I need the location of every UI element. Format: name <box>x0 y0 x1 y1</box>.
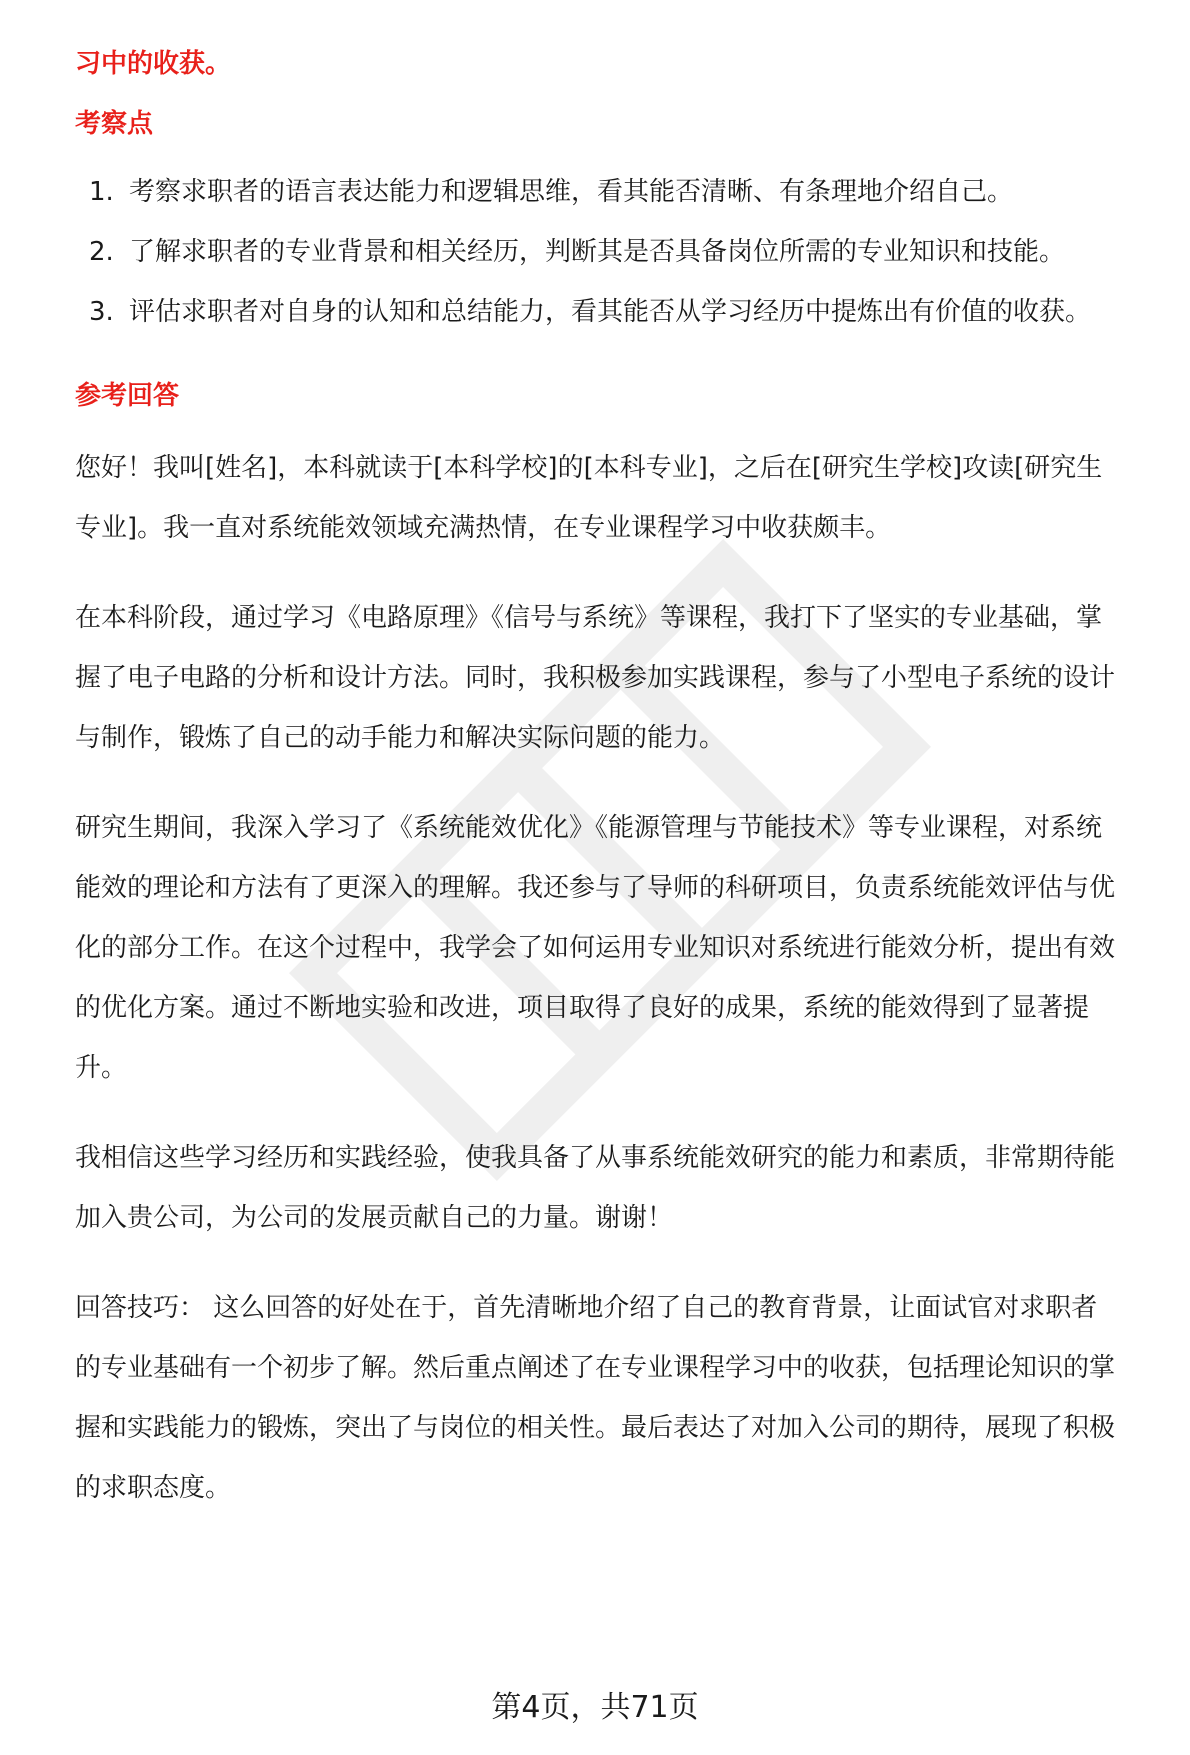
section-title-answer: 参考回答 <box>75 381 180 411</box>
answer-paragraph: 在本科阶段，通过学习《电路原理》《信号与系统》等课程，我打下了坚实的专业基础，掌握了电子电路的分析和设计方法。同时，我积极参加实践课程，参与了小型电子系统的设计与制作，锻炼了自己的动手能力和解决实际问题的能力。 <box>75 603 1116 753</box>
points-list <box>75 162 1115 342</box>
answer-tips-paragraph: 回答技巧： 这么回答的好处在于，首先清晰地介绍了自己的教育背景，让面试官对求职者的专业基础有一个初步了解。然后重点阐述了在专业课程学习中的收获，包括理论知识的掌握和实践能力的锻炼，突出了与岗位的相关性。最后表达了对加入公司的期待，展现了积极的求职态度。 <box>75 1293 1116 1503</box>
content-area <box>75 44 1115 1518</box>
list-item-text: 考察求职者的语言表达能力和逻辑思维，看其能否清晰、有条理地介绍自己。 <box>129 177 1014 207</box>
answer-paragraph: 研究生期间，我深入学习了《系统能效优化》《能源管理与节能技术》等专业课程，对系统能效的理论和方法有了更深入的理解。我还参与了导师的科研项目，负责系统能效评估与优化的部分工作。在这个过程中，我学会了如何运用专业知识对系统进行能效分析，提出有效的优化方案。通过不断地实验和改进，项目取得了良好的成果，系统的能效得到了显著提升。 <box>75 813 1116 1083</box>
list-item-number: 2. <box>89 237 114 267</box>
intro-fragment: 习中的收获。 <box>75 49 232 79</box>
list-item-number: 1. <box>89 177 114 207</box>
list-item-number: 3. <box>89 297 114 327</box>
section-title-points: 考察点 <box>75 109 154 139</box>
answer-paragraph: 您好！我叫[姓名]，本科就读于[本科学校]的[本科专业]，之后在[研究生学校]攻读[研究生专业]。我一直对系统能效领域充满热情，在专业课程学习中收获颇丰。 <box>75 453 1103 543</box>
list-item-text: 了解求职者的专业背景和相关经历，判断其是否具备岗位所需的专业知识和技能。 <box>129 237 1066 267</box>
answer-body <box>75 438 1115 1518</box>
list-item <box>75 162 1115 222</box>
page-number: 第4页，共71页 <box>491 1690 699 1725</box>
list-item <box>75 222 1115 282</box>
list-item-text: 评估求职者对自身的认知和总结能力，看其能否从学习经历中提炼出有价值的收获。 <box>129 297 1092 327</box>
list-item <box>75 282 1115 342</box>
answer-paragraph: 我相信这些学习经历和实践经验，使我具备了从事系统能效研究的能力和素质，非常期待能加入贵公司，为公司的发展贡献自己的力量。谢谢！ <box>75 1143 1116 1233</box>
